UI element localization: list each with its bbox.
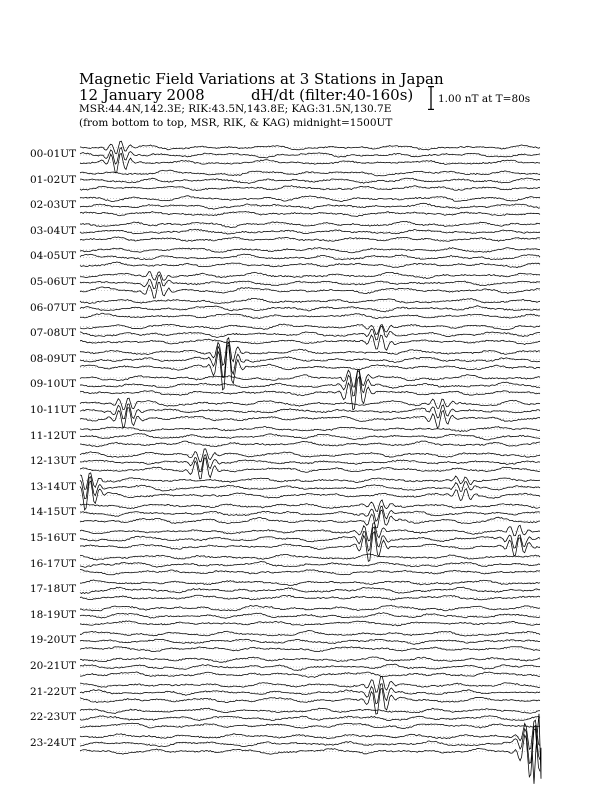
hour-label: 02-03UT [30, 199, 77, 212]
hour-label: 17-18UT [30, 583, 77, 596]
hour-label: 08-09UT [30, 352, 77, 365]
station-trace [80, 580, 540, 586]
station-trace [80, 676, 540, 692]
hour-label: 15-16UT [30, 532, 77, 544]
station-trace [80, 324, 540, 335]
station-trace [80, 196, 540, 202]
station-trace [80, 248, 540, 253]
station-trace [80, 708, 540, 713]
station-trace [80, 689, 540, 715]
hour-label: 09-10UT [30, 378, 77, 391]
hour-label: 13-14UT [30, 480, 77, 493]
station-trace [80, 148, 540, 165]
hour-label: 06-07UT [30, 301, 77, 314]
station-trace [80, 473, 540, 489]
station-trace [80, 254, 540, 260]
chart-date: 12 January 2008 [79, 86, 205, 104]
hour-label: 11-12UT [30, 429, 77, 442]
station-trace [80, 631, 540, 637]
station-trace [80, 404, 540, 419]
hour-label: 12-13UT [30, 455, 77, 468]
station-trace [80, 154, 540, 173]
scale-label: 1.00 nT at T=80s [438, 93, 531, 105]
hour-label: 05-06UT [30, 276, 77, 288]
station-trace [80, 506, 540, 521]
station-trace [80, 449, 540, 462]
station-trace [80, 664, 540, 670]
hour-label: 16-17UT [30, 557, 77, 570]
hour-label: 19-20UT [30, 634, 77, 647]
station-trace [80, 726, 540, 764]
station-trace [80, 398, 540, 409]
hour-label: 04-05UT [30, 250, 77, 263]
station-trace [80, 595, 540, 600]
hour-label: 18-19UT [30, 608, 77, 621]
hour-label: 00-01UT [30, 148, 77, 160]
hour-label: 23-24UT [30, 736, 77, 749]
station-trace [80, 720, 540, 749]
hour-label: 07-08UT [30, 327, 77, 340]
station-trace [80, 377, 540, 410]
hour-label: 01-02UT [30, 173, 77, 186]
hour-label: 14-15UT [30, 506, 77, 519]
chart-title: Magnetic Field Variations at 3 Stations in Japan [79, 70, 444, 88]
station-coordinates: MSR:44.4N,142.3E; RIK:43.5N,143.8E; KAG:31.5N,130.7E [79, 103, 392, 115]
hour-label: 21-22UT [30, 685, 77, 698]
station-trace [80, 510, 540, 528]
station-trace [80, 237, 540, 241]
station-trace [80, 371, 540, 396]
chart-quantity: dH/dt (filter:40-160s) [251, 86, 414, 104]
hour-label: 10-11UT [30, 404, 77, 416]
hour-label: 03-04UT [30, 224, 77, 237]
station-trace [80, 326, 540, 340]
station-trace [80, 335, 540, 350]
hour-label: 20-21UT [30, 660, 77, 672]
station-trace [80, 613, 540, 619]
station-trace [80, 212, 540, 217]
station-order-note: (from bottom to top, MSR, RIK, & KAG) midnight=1500UT [79, 117, 393, 129]
station-trace [80, 275, 540, 289]
hour-label: 22-23UT [30, 711, 77, 724]
station-trace [80, 639, 540, 644]
